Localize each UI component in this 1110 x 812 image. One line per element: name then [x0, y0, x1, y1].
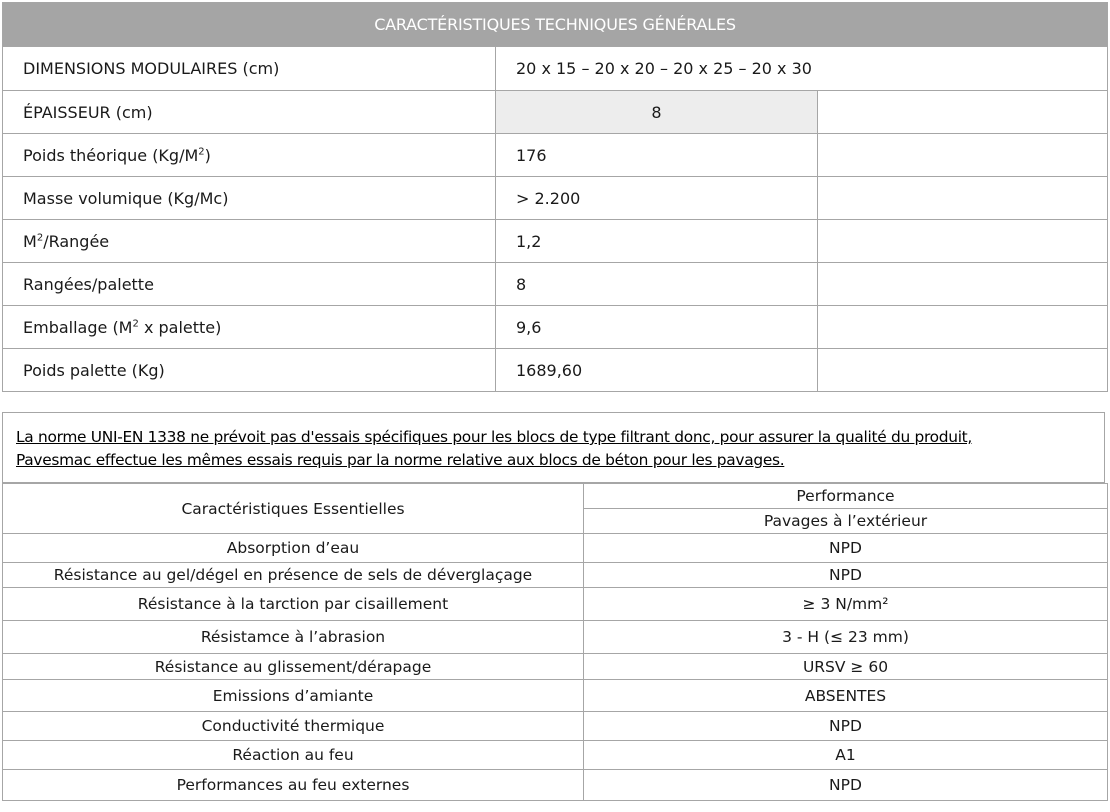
spec-table	[2, 2, 1108, 392]
characteristic-name: Résistance au glissement/dérapage	[3, 654, 584, 680]
performance-value: ABSENTES	[584, 680, 1108, 712]
spec-row	[3, 349, 1108, 392]
spec-row-value: 8	[496, 263, 818, 306]
characteristic-name: Résistamce à l’abrasion	[3, 621, 584, 654]
spec-row	[3, 220, 1108, 263]
spec-row-empty-cell	[818, 306, 1108, 349]
performance-value: NPD	[584, 534, 1108, 563]
performance-row	[3, 770, 1108, 801]
performance-value: 3 - H (≤ 23 mm)	[584, 621, 1108, 654]
spec-row-label: Poids théorique $(Kg/M^2)$	[3, 134, 496, 177]
performance-value: A1	[584, 741, 1108, 770]
spec-row	[3, 177, 1108, 220]
norm-note-line: Pavesmac effectue les mêmes essais requis par la norme relative aux blocs de béton pour les pavages.	[16, 451, 785, 469]
performance-row	[3, 534, 1108, 563]
performance-row	[3, 712, 1108, 741]
performance-row	[3, 680, 1108, 712]
performance-value: NPD	[584, 563, 1108, 588]
spec-row-empty-cell	[818, 220, 1108, 263]
characteristic-name: Réaction au feu	[3, 741, 584, 770]
spec-header: CARACTÉRISTIQUES TECHNIQUES GÉNÉRALES	[3, 3, 1108, 47]
performance-column-header: Performance	[584, 484, 1108, 509]
spec-row-label: Emballage ($M^2$ x palette)	[3, 306, 496, 349]
performance-value: NPD	[584, 770, 1108, 801]
performance-value: ≥ 3 N/mm²	[584, 588, 1108, 621]
spec-row-value: 1689,60	[496, 349, 818, 392]
performance-row	[3, 621, 1108, 654]
epaisseur-label: ÉPAISSEUR (cm)	[3, 91, 496, 134]
spec-row-empty-cell	[818, 134, 1108, 177]
spec-row-value: 176	[496, 134, 818, 177]
performance-value: NPD	[584, 712, 1108, 741]
performance-row	[3, 563, 1108, 588]
spec-header-row	[3, 3, 1108, 47]
norm-note-line: La norme UNI-EN 1338 ne prévoit pas d'essais spécifiques pour les blocs de type filtrant donc, pour assurer la qualité du produit,	[16, 428, 973, 446]
spec-row-empty-cell	[818, 177, 1108, 220]
epaisseur-empty-cell	[818, 91, 1108, 134]
performance-value: URSV ≥ 60	[584, 654, 1108, 680]
spec-row-value: 9,6	[496, 306, 818, 349]
characteristic-name: Conductivité thermique	[3, 712, 584, 741]
performance-table	[2, 483, 1108, 801]
spec-row-epaisseur	[3, 91, 1108, 134]
spec-row-value: 1,2	[496, 220, 818, 263]
norm-note-text	[16, 426, 1096, 472]
dimensions-label: DIMENSIONS MODULAIRES (cm)	[3, 47, 496, 91]
spec-row-empty-cell	[818, 263, 1108, 306]
spec-row-label: Poids palette (Kg)	[3, 349, 496, 392]
spec-row-label: Rangées/palette	[3, 263, 496, 306]
performance-subheader: Pavages à l’extérieur	[584, 509, 1108, 534]
spec-row-value: > 2.200	[496, 177, 818, 220]
performance-row	[3, 588, 1108, 621]
spec-row	[3, 134, 1108, 177]
characteristic-name: Résistance au gel/dégel en présence de sels de déverglaçage	[3, 563, 584, 588]
epaisseur-value: 8	[496, 91, 818, 134]
dimensions-value: 20 x 15 – 20 x 20 – 20 x 25 – 20 x 30	[496, 47, 1108, 91]
norm-note-box	[2, 412, 1105, 483]
performance-header-row	[3, 484, 1108, 509]
performance-row	[3, 741, 1108, 770]
spec-row-empty-cell	[818, 349, 1108, 392]
characteristic-name: Résistance à la tarction par cisaillement	[3, 588, 584, 621]
characteristic-name: Emissions d’amiante	[3, 680, 584, 712]
characteristic-name: Absorption d’eau	[3, 534, 584, 563]
characteristic-name: Performances au feu externes	[3, 770, 584, 801]
spec-row-label: Masse volumique (Kg/Mc)	[3, 177, 496, 220]
spec-row	[3, 263, 1108, 306]
spec-row	[3, 306, 1108, 349]
spec-row-dimensions	[3, 47, 1108, 91]
characteristic-column-header: Caractéristiques Essentielles	[3, 484, 584, 534]
performance-row	[3, 654, 1108, 680]
spec-row-label: $M^2$/Rangée	[3, 220, 496, 263]
